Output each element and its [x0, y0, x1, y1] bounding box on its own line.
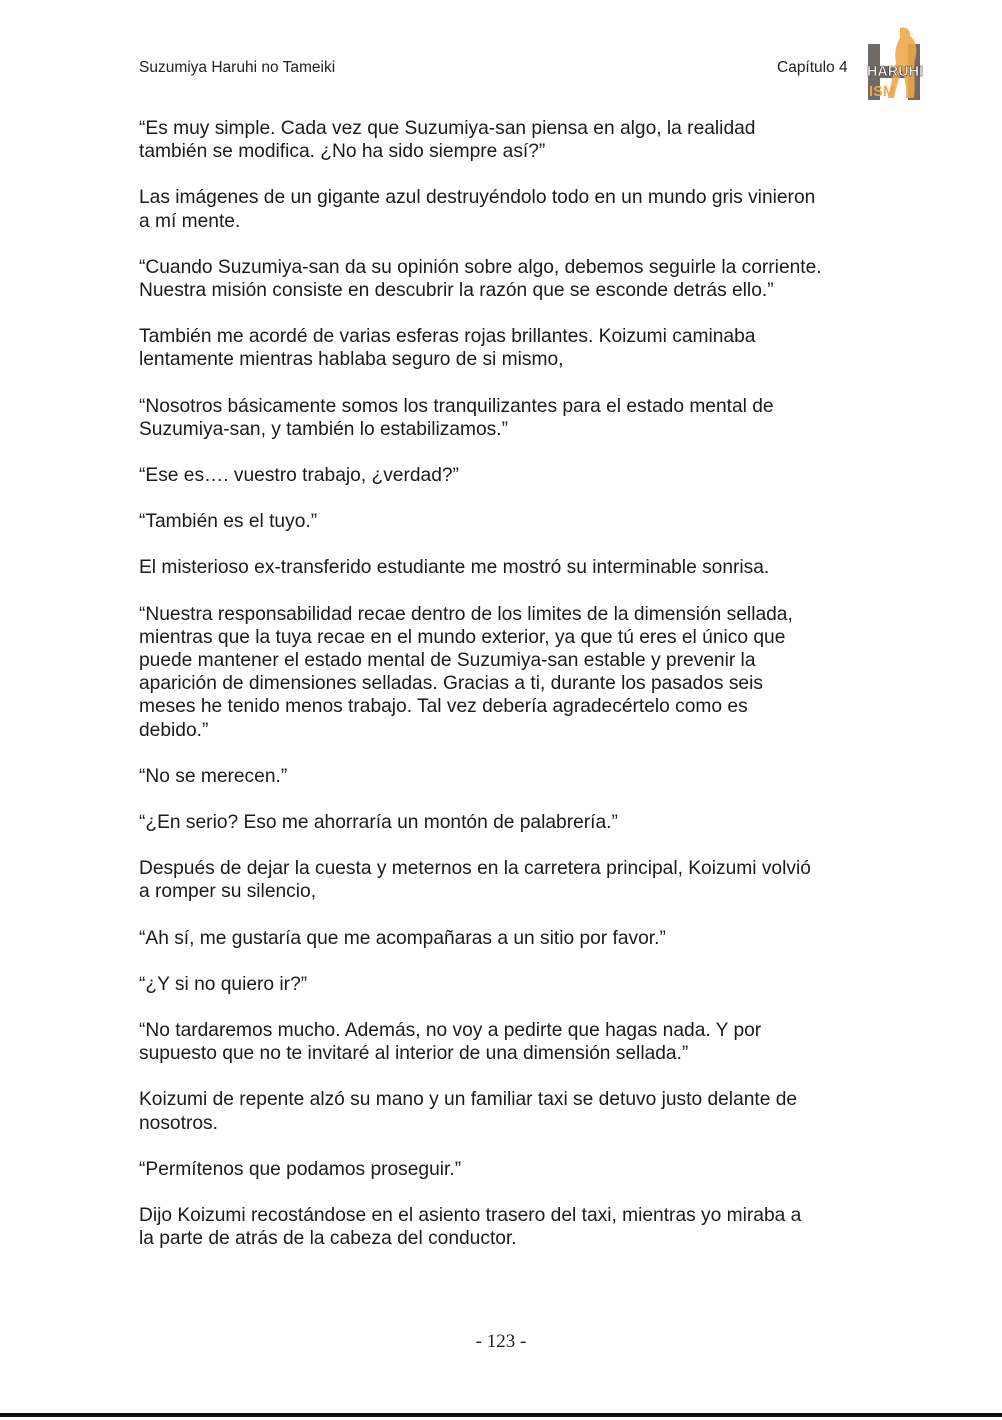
paragraph: “Cuando Suzumiya-san da su opinión sobre algo, debemos seguirle la corriente. Nuestra misión consiste en descubrir la razón que se esconde detrás ello.” [139, 256, 822, 302]
page-number: - 123 - [475, 1331, 527, 1352]
paragraph: También me acordé de varias esferas rojas brillantes. Koizumi caminaba lentamente mientras hablaba seguro de si mismo, [139, 326, 756, 371]
paragraph: “Es muy simple. Cada vez que Suzumiya-san piensa en algo, la realidad también se modifica. ¿No ha sido siempre así?” [139, 118, 756, 163]
paragraph: “¿En serio? Eso me ahorraría un montón de palabrería.” [139, 812, 618, 834]
paragraph: Koizumi de repente alzó su mano y un familiar taxi se detuvo justo delante de nosotros. [139, 1089, 798, 1134]
paragraph: “Nosotros básicamente somos los tranquilizantes para el estado mental de Suzumiya-san, y también lo estabilizamos.” [139, 395, 774, 440]
logo-text-top: HARUHI [867, 63, 923, 80]
paragraph: “También es el tuyo.” [139, 511, 318, 533]
logo-text-bottom: ISM [869, 83, 895, 100]
paragraph: “Ah sí, me gustaría que me acompañaras a un sitio por favor.” [139, 927, 666, 949]
paragraph: “Ese es…. vuestro trabajo, ¿verdad?” [139, 465, 459, 487]
paragraph: El misterioso ex-transferido estudiante me mostró su interminable sonrisa. [139, 557, 770, 579]
paragraph: Después de dejar la cuesta y meternos en la carretera principal, Koizumi volvió a romper su silencio, [139, 858, 811, 903]
body-text [139, 117, 874, 1274]
bottom-divider [0, 1413, 1002, 1417]
paragraph: “No se merecen.” [139, 765, 288, 787]
paragraph: “Permítenos que podamos proseguir.” [139, 1158, 462, 1180]
header-book-title: Suzumiya Haruhi no Tameiki [139, 59, 336, 76]
haruhiism-logo-icon [866, 26, 924, 102]
paragraph: Las imágenes de un gigante azul destruyéndolo todo en un mundo gris vinieron a mí mente. [139, 187, 816, 232]
header-chapter-label: Capítulo 4 [777, 59, 848, 76]
paragraph: Dijo Koizumi recostándose en el asiento trasero del taxi, mientras yo miraba a la parte de atrás de la cabeza del conductor. [139, 1205, 802, 1250]
paragraph: “¿Y si no quiero ir?” [139, 973, 308, 995]
paragraph: “Nuestra responsabilidad recae dentro de los limites de la dimensión sellada, mientras que la tuya recae en el mundo exterior, ya que tú eres el único que puede mantener el estado mental de Suzumiya-san estable y prevenir la aparición de dimensiones selladas. Gracias a ti, durante los pasados seis meses he tenido menos trabajo. Tal vez debería agradecértelo como es debido.” [139, 603, 793, 741]
paragraph: “No tardaremos mucho. Además, no voy a pedirte que hagas nada. Y por supuesto que no te invitaré al interior de una dimensión sellada.” [139, 1020, 762, 1065]
haruhiism-logo [866, 26, 924, 102]
